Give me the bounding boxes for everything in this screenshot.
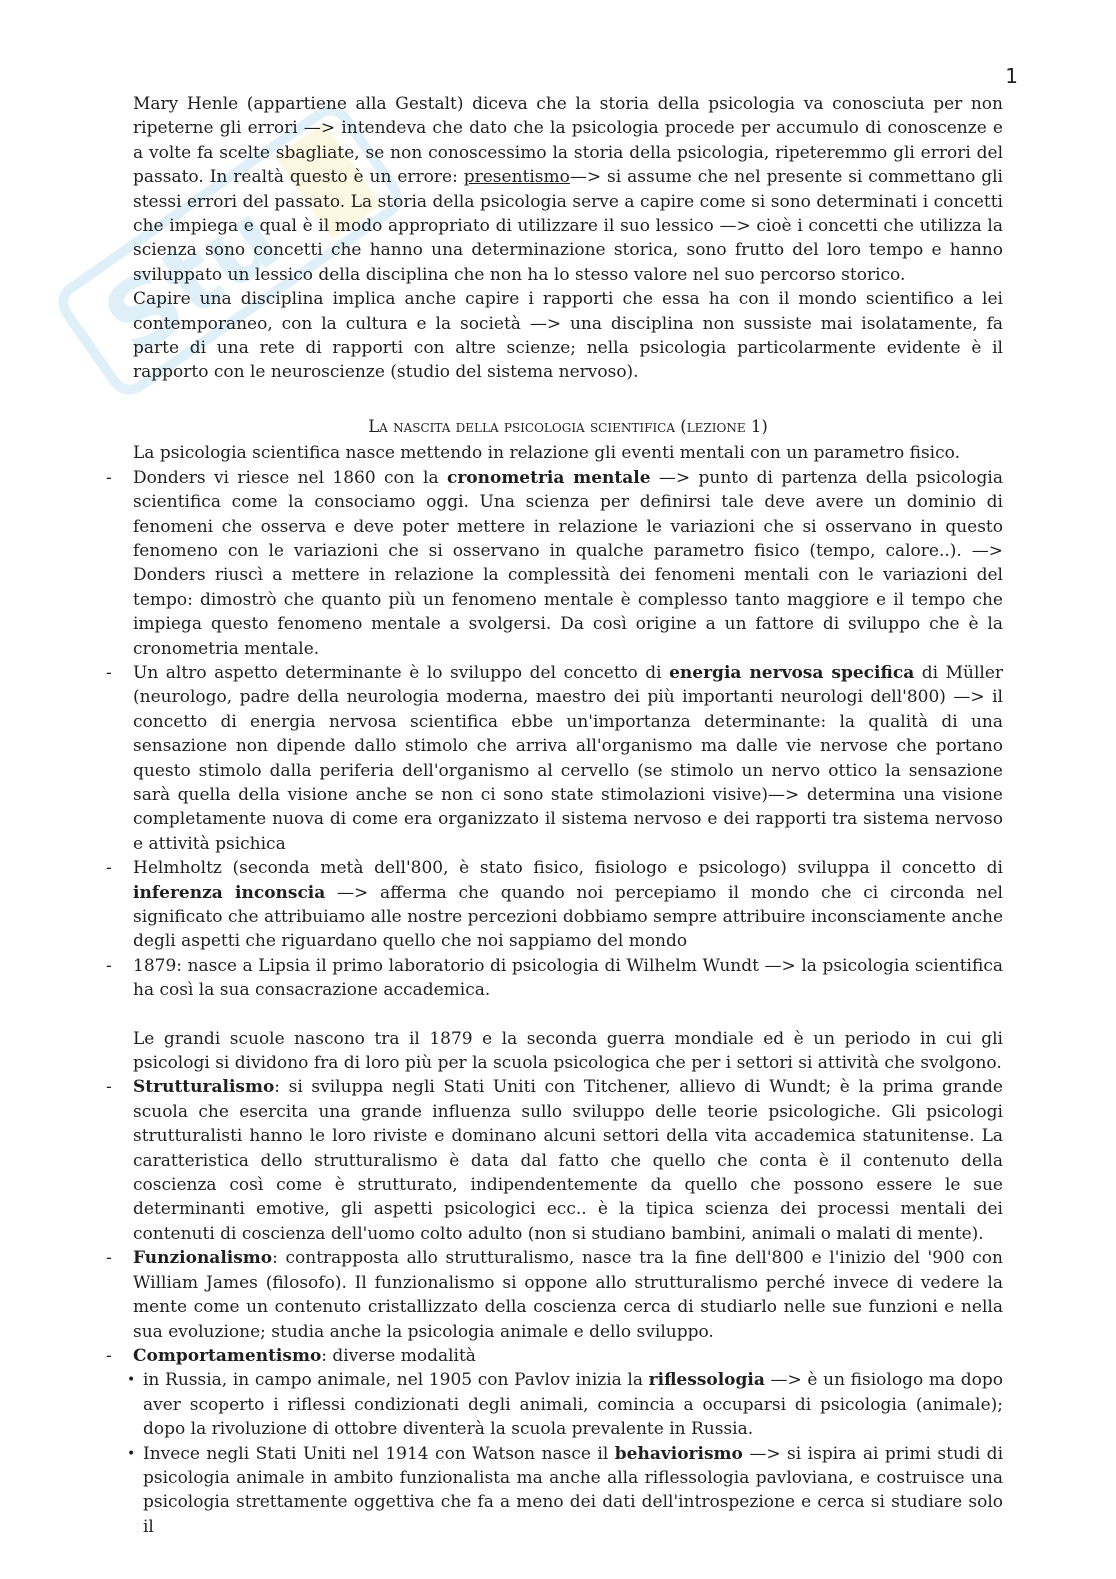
sub-list-item: • in Russia, in campo animale, nel 1905 con Pavlov inizia la riflessologia —> è un fisiologo ma dopo aver scoperto i riflessi condizionati degli animali, comincia a occuparsi di psicologia (animale); dopo la rivoluzione di ottobre diventerà la scuola prevalente in Russia. [143, 1368, 1003, 1441]
sub-list-item: • Invece negli Stati Uniti nel 1914 con Watson nasce il behaviorismo —> si ispira ai primi studi di psicologia animale in ambito funzionalista ma anche alla riflessologia pavloviana, e costruisce una psicologia strettamente oggettiva che fa a meno dei dati dell'introspezione e cerca si studiare solo il [143, 1442, 1003, 1540]
page-number: 1 [1005, 64, 1018, 88]
list-item: - Strutturalismo: si sviluppa negli Stati Uniti con Titchener, allievo di Wundt; è la prima grande scuola che esercita una grande influenza sullo sviluppo delle teorie psicologiche. Gli psicologi strutturalisti hanno le loro riviste e dominano alcuni settori della vita accademica statunitense. La caratteristica dello strutturalismo è data dal fatto che quello che conta è il contenuto della coscienza così come è strutturato, indipendentemente da quello che possono essere le sue determinanti emotive, gli aspetti psicologici ecc.. è la tipica scienza dei processi mentali dei contenuti di coscienza dell'uomo colto adulto (non si studiano bambini, animali o malati di mente). [133, 1075, 1003, 1246]
section1-list [133, 466, 1003, 1003]
term-presentismo: presentismo [463, 167, 570, 188]
intro-paragraph-1: Mary Henle (appartiene alla Gestalt) diceva che la storia della psicologia va conosciuta per non ripeterne gli errori —> intendeva che dato che la psicologia procede per accumulo di conoscenze e a volte fa scelte sbagliate, se non conoscessimo la storia della psicologia, ripeteremmo gli errori del passato. In realtà questo è un errore: presentismo—> si assume che nel presente si commettano gli stessi errori del passato. La storia della psicologia serve a capire come si sono determinati i concetti che impiega e qual è il modo appropriato di utilizzare il suo lessico —> cioè i concetti che utilizza la scienza sono concetti che hanno una determinazione storica, sono frutto del loro tempo e hanno sviluppato un lessico della disciplina che non ha lo stesso valore nel suo percorso storico. [133, 94, 1003, 285]
section2-list [133, 1075, 1003, 1539]
intro-paragraph-2: Capire una disciplina implica anche capire i rapporti che essa ha con il mondo scientifico a lei contemporaneo, con la cultura e la società —> una disciplina non sussiste mai isolatamente, fa parte di una rete di rapporti con altre scienze; nella psicologia particolarmente evidente è il rapporto con le neuroscienze (studio del sistema nervoso). [133, 289, 1003, 383]
list-item: - 1879: nasce a Lipsia il primo laboratorio di psicologia di Wilhelm Wundt —> la psicologia scientifica ha così la sua consacrazione accademica. [133, 954, 1003, 1003]
list-item: - Un altro aspetto determinante è lo sviluppo del concetto di energia nervosa specifica di Müller (neurologo, padre della neurologia moderna, maestro dei più importanti neurologi dell'800) —> il concetto di energia nervosa scientifica ebbe un'importanza determinante: la qualità di una sensazione non dipende dallo stimolo che arriva all'organismo ma dalle vie nervose che portano questo stimolo dalla periferia dell'organismo al cervello (se stimolo un nervo ottico la sensazione sarà quella della visione anche se non ci sono state stimolazioni visive)—> determina una visione completamente nuova di come era organizzato il sistema nervoso e dei rapporti tra sistema nervoso e attività psichica [133, 661, 1003, 856]
document-body [133, 92, 1003, 1539]
list-item: - Comportamentismo: diverse modalità • in Russia, in campo animale, nel 1905 con Pavlov inizia la riflessologia —> è un fisiologo ma dopo aver scoperto i riflessi condizionati degli animali, comincia a occuparsi di psicologia (animale); dopo la rivoluzione di ottobre diventerà la scuola prevalente in Russia. • Invece negli Stati Uniti nel 1914 con Watson nasce il behaviorismo —> si ispira ai primi studi di psicologia animale in ambito funzionalista ma anche alla riflessologia pavloviana, e costruisce una psicologia strettamente oggettiva che fa a meno dei dati dell'introspezione e cerca si studiare solo il [133, 1344, 1003, 1539]
list-item: - Donders vi riesce nel 1860 con la cronometria mentale —> punto di partenza della psicologia scientifica come la consociamo oggi. Una scienza per definirsi tale deve avere un dominio di fenomeni che osserva e deve poter mettere in relazione le variazioni che si osservano in questo fenomeno con le variazioni che si osservano in qualche parametro fisico (tempo, calore..). —> Donders riuscì a mettere in relazione la complessità dei fenomeni mentali con le variazioni del tempo: dimostrò che quanto più un fenomeno mentale è complesso tanto maggiore e il tempo che impiega questo fenomeno mentale a svolgersi. Da così origine a un fattore di sviluppo che è la cronometria mentale. [133, 466, 1003, 661]
list-item: - Helmholtz (seconda metà dell'800, è stato fisico, fisiologo e psicologo) sviluppa il concetto di inferenza inconscia —> afferma che quando noi percepiamo il mondo che ci circonda nel significato che attribuiamo alle nostre percezioni dobbiamo sempre attribuire inconsciamente anche degli aspetti che riguardano quello che noi sappiamo del mondo [133, 856, 1003, 954]
section2-intro: Le grandi scuole nascono tra il 1879 e la seconda guerra mondiale ed è un periodo in cui gli psicologi si dividono fra di loro più per la scuola psicologica che per i settori si attività che svolgono. [133, 1028, 1003, 1074]
section1-intro: La psicologia scientifica nasce mettendo in relazione gli eventi mentali con un parametro fisico. [133, 443, 960, 464]
comportamentismo-sublist [143, 1368, 1003, 1539]
svg-text:Stu: Stu [84, 180, 299, 378]
list-item: - Funzionalismo: contrapposta allo strutturalismo, nasce tra la fine dell'800 e l'inizio del '900 con William James (filosofo). Il funzionalismo si oppone allo strutturalismo perché invece di vedere la mente come un contenuto cristallizzato della coscienza cerca di studiarlo nelle sue funzioni e nella sua evoluzione; studia anche la psicologia animale e dello sviluppo. [133, 1246, 1003, 1344]
section-heading: La nascita della psicologia scientifica (lezione 1) [368, 416, 768, 436]
